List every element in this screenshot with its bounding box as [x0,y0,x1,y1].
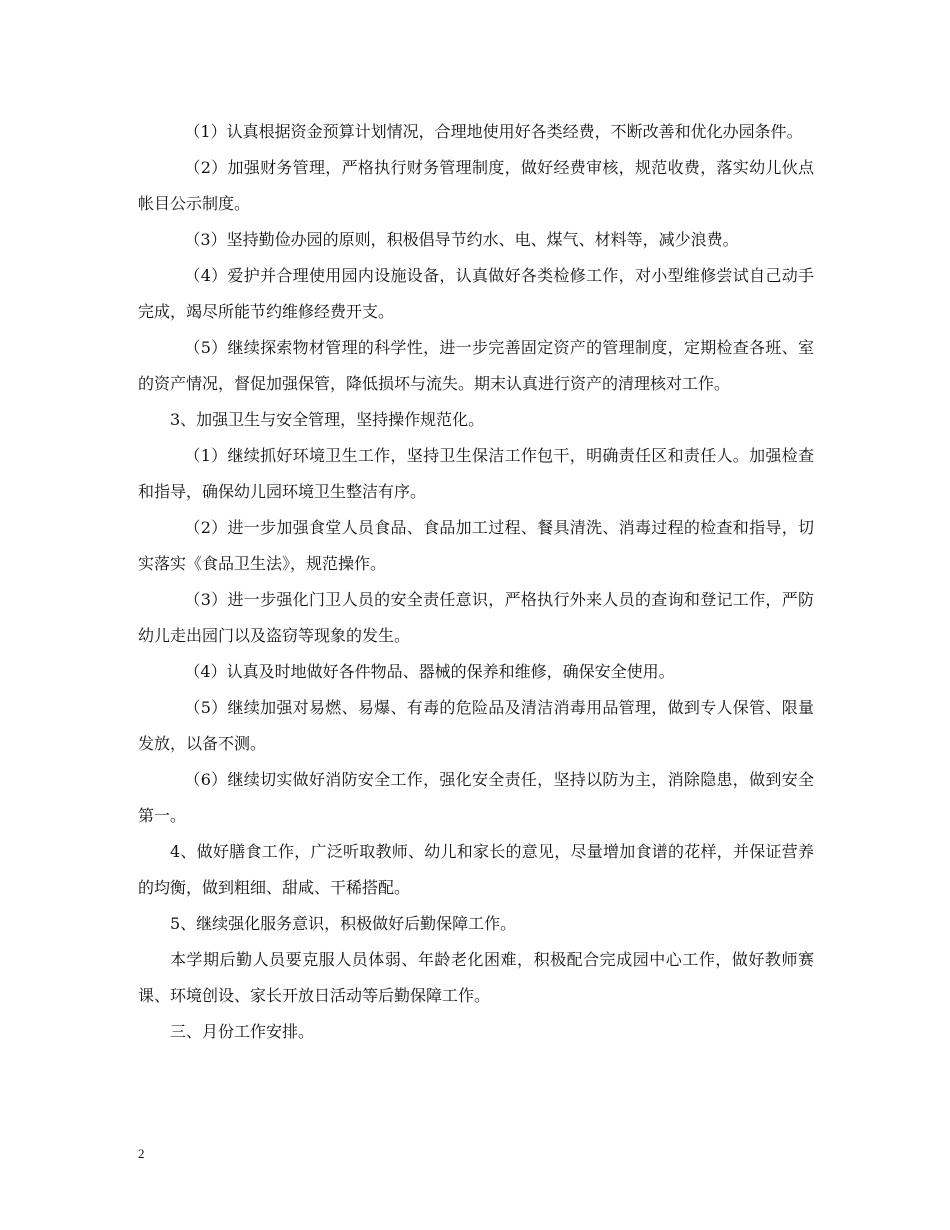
section-heading: 三、月份工作安排。 [170,1022,315,1041]
paragraph: （4）认真及时地做好各件物品、器械的保养和维修，确保安全使用。 [184,662,675,681]
paragraph: （1）继续抓好环境卫生工作，坚持卫生保洁工作包干，明确责任区和责任人。加强检查和指导，确保幼儿园环境卫生整洁有序。 [138,446,814,501]
section-heading: 5、继续强化服务意识，积极做好后勤保障工作。 [170,914,517,933]
section-heading: 4、做好膳食工作，广泛听取教师、幼儿和家长的意见，尽量增加食谱的花样，并保证营养的均衡，做到粗细、甜咸、干稀搭配。 [138,842,814,897]
section-heading: 3、加强卫生与安全管理，坚持操作规范化。 [170,410,485,429]
paragraph: （2）加强财务管理，严格执行财务管理制度，做好经费审核，规范收费，落实幼儿伙点帐目公示制度。 [138,158,814,213]
paragraph: （5）继续加强对易燃、易爆、有毒的危险品及清洁消毒用品管理，做到专人保管、限量发放，以备不测。 [138,698,814,753]
paragraph: （1）认真根据资金预算计划情况，合理地使用好各类经费，不断改善和优化办园条件。 [184,122,803,141]
page-number: 2 [138,1146,145,1161]
paragraph: （5）继续探索物材管理的科学性，进一步完善固定资产的管理制度，定期检查各班、室的资产情况，督促加强保管，降低损坏与流失。期末认真进行资产的清理核对工作。 [138,338,814,393]
paragraph: （3）进一步强化门卫人员的安全责任意识，严格执行外来人员的查询和登记工作，严防幼儿走出园门以及盗窃等现象的发生。 [138,590,814,645]
paragraph: 本学期后勤人员要克服人员体弱、年龄老化困难，积极配合完成园中心工作，做好教师赛课、环境创设、家长开放日活动等后勤保障工作。 [138,950,814,1005]
paragraph: （4）爱护并合理使用园内设施设备，认真做好各类检修工作，对小型维修尝试自己动手完成，竭尽所能节约维修经费开支。 [138,266,814,321]
body-text [138,114,814,1050]
paragraph: （2）进一步加强食堂人员食品、食品加工过程、餐具清洗、消毒过程的检查和指导，切实落实《食品卫生法》，规范操作。 [138,518,814,573]
paragraph: （6）继续切实做好消防安全工作，强化安全责任，坚持以防为主，消除隐患，做到安全第一。 [138,770,814,825]
paragraph: （3）坚持勤俭办园的原则，积极倡导节约水、电、煤气、材料等，减少浪费。 [184,230,739,249]
